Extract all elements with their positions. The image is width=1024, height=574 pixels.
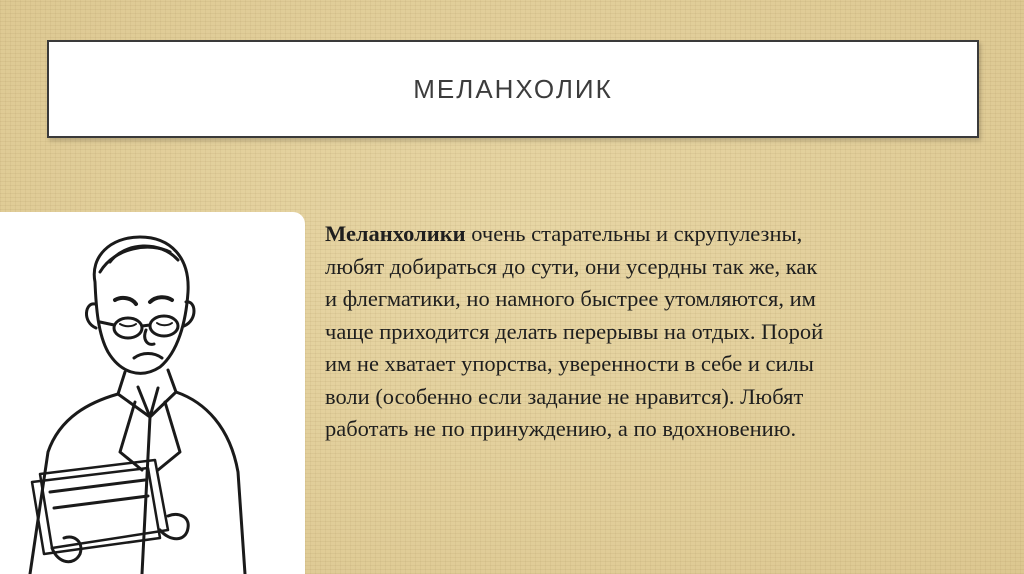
body-lead-bold: Меланхолики [325,221,466,246]
slide-title: МЕЛАНХОЛИК [413,73,613,104]
melancholic-man-illustration [0,212,305,574]
body-line-4: чаще приходится делать перерывы на отдых. Порой [325,318,824,344]
title-box [47,40,979,138]
body-line-3: и флегматики, но намного быстрее утомляются, им [325,286,816,311]
illustration-card [0,212,305,574]
body-line-5: им не хватает упорства, уверенности в себе и силы [325,351,814,376]
body-paragraph [325,218,1005,446]
body-line-1: очень старательны и скрупулезны, [465,221,803,246]
body-line-7: работать не по принуждению, а по вдохновению. [325,416,797,441]
body-line-6: воли (особенно если задание не нравится). Любят [325,383,804,409]
body-line-2: любят добираться до сути, они усердны так же, как [325,253,818,279]
